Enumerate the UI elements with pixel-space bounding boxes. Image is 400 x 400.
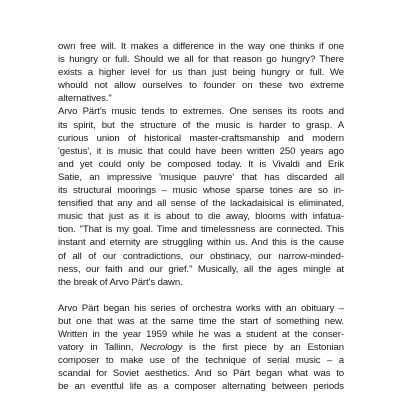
paragraph-music-extremes — [58, 105, 344, 288]
text-line: own free will. It makes a difference in the way one thinks if one — [58, 41, 344, 52]
text-line: be an eventful life as a composer alternating between periods — [58, 381, 344, 393]
text-line: exists a higher level for us than just being hungry or full. We — [58, 67, 344, 79]
text-line: Satie, an impressive 'musique pauvre' that has discarded all — [58, 171, 344, 183]
text-line: instant and eternity are struggling within us. And this is the cause — [58, 237, 344, 249]
work-title-necrology: Necrology — [140, 342, 183, 354]
text-line: tensified that any and all sense of the lackadaisical is eliminated, — [58, 198, 344, 210]
text-line: and yet could only be composed today. It is Vivaldi and Erik — [58, 158, 344, 170]
document-page — [58, 40, 344, 393]
text-line: its spirit, but the structure of the music is harder to grasp. A — [58, 119, 344, 131]
text-line: curious union of historical master-craftsmanship and modern — [58, 132, 344, 144]
text-line: ness, our faith and our grief." Musically, all the ages mingle at — [58, 263, 344, 275]
paragraph-orchestra-works — [58, 302, 344, 394]
text-line: the break of Arvo Pärt's dawn. — [58, 276, 183, 288]
text-line: Written in the year 1959 while he was a student at the conser- — [58, 328, 344, 340]
text-line: scandal for Soviet aesthetics. And so Pärt began what was to — [58, 368, 344, 380]
paragraph-gap — [58, 289, 344, 302]
text-line: is hungry or full. Should we all for that reason go hungry? There — [58, 54, 344, 66]
paragraph-quote-end — [58, 40, 344, 105]
text-line — [58, 341, 344, 354]
text-line: music that just as it is about to die away, blooms with infatua- — [58, 211, 344, 223]
text-line: whould not allow ourselves to founder on these two extreme — [58, 80, 344, 92]
text-line: composer to make use of the technique of serial music – a — [58, 355, 344, 367]
text-fragment: is the first piece by an Estonian — [182, 342, 344, 354]
text-fragment: vatory in Tallinn, — [58, 342, 141, 354]
text-line: Arvo Pärt's music tends to extremes. One senses its roots and — [58, 106, 344, 118]
text-line: its structural moorings – music whose sparse tones are so in- — [58, 185, 344, 197]
text-line: Arvo Pärt began his series of orchestra works with an obituary – — [58, 302, 344, 314]
text-line: alternatives." — [58, 93, 112, 105]
text-line: but one that was at the same time the start of something new. — [58, 315, 344, 327]
text-line: tion. "That is my goal. Time and timelessness are connected. This — [58, 224, 344, 236]
text-line: of all of our contradictions, our obstinacy, our narrow-minded- — [58, 250, 344, 262]
text-line: 'gestus', it is music that could have been written 250 years ago — [58, 145, 344, 157]
